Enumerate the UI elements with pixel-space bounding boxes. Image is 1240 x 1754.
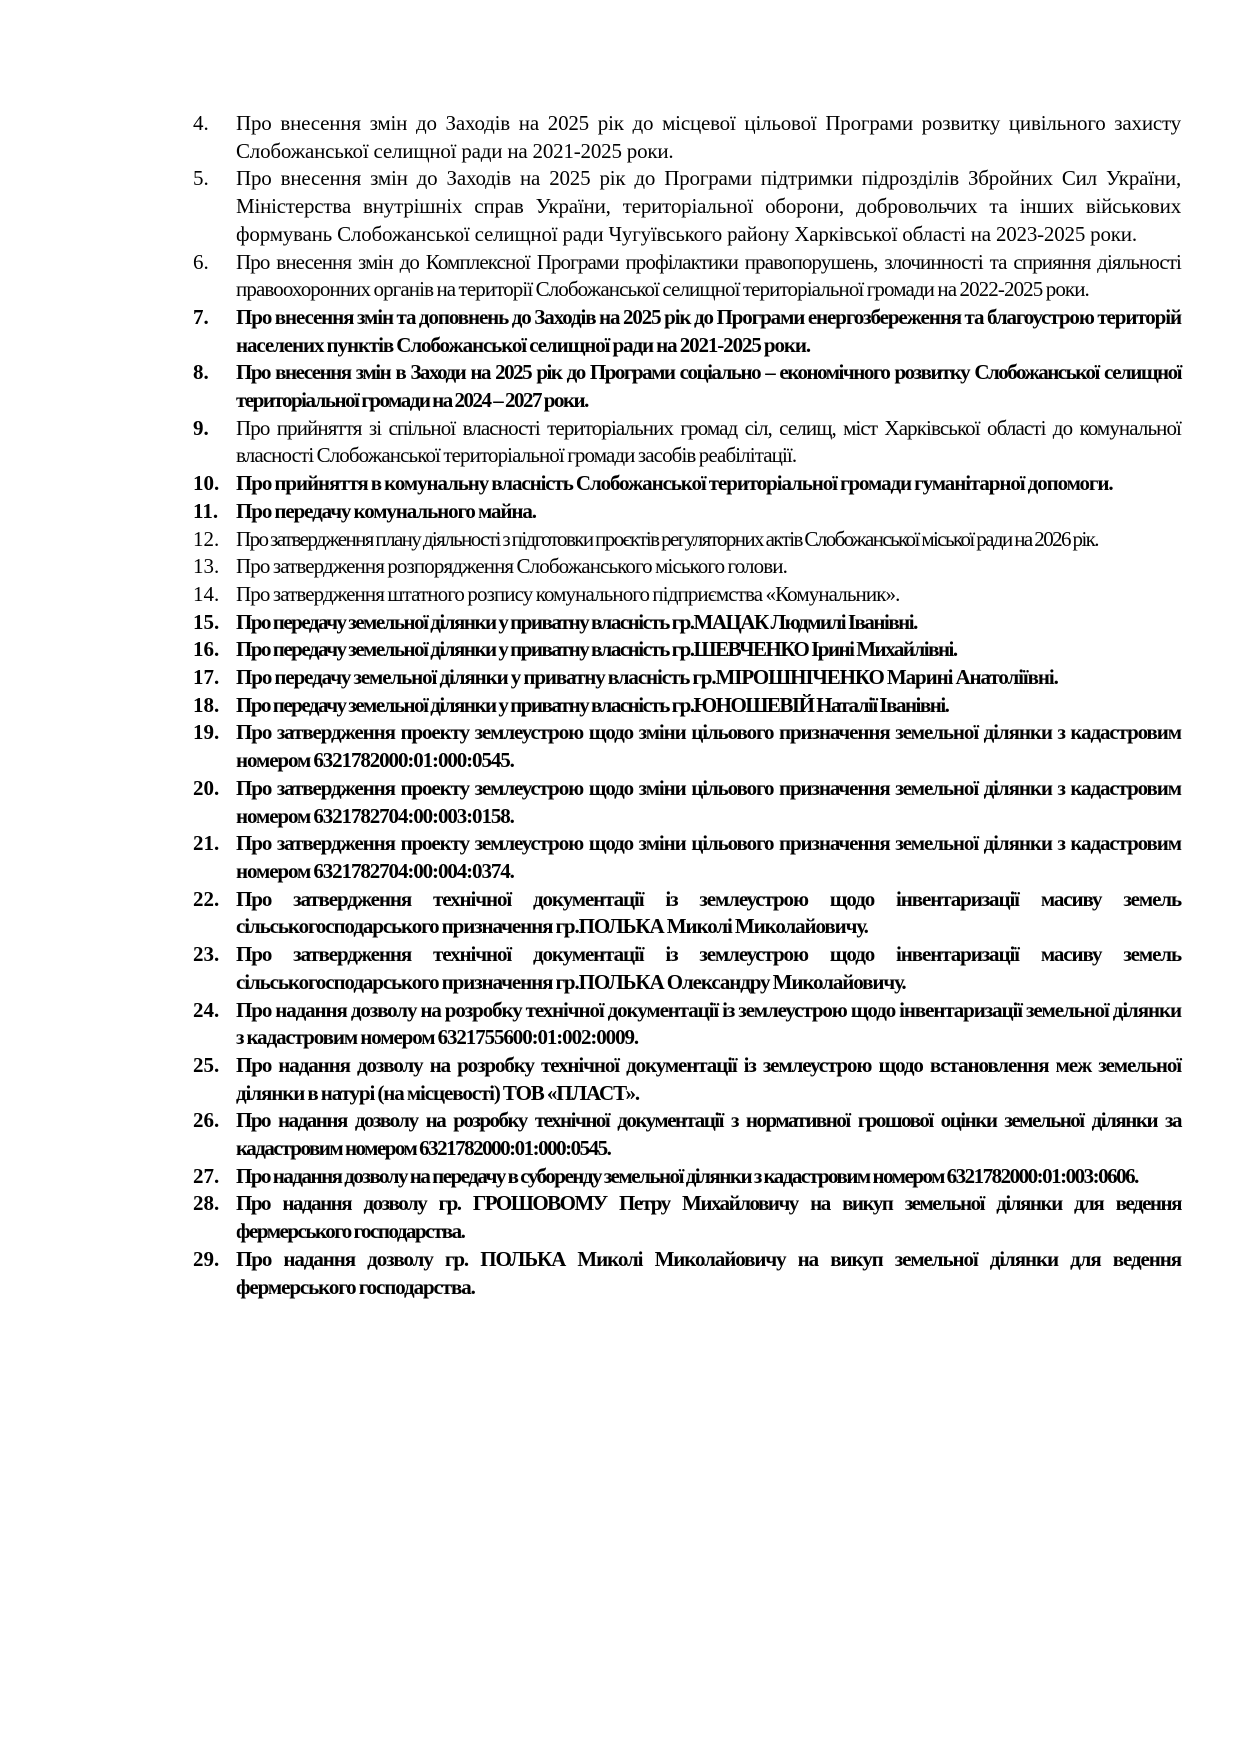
agenda-item-21 [193, 830, 1181, 885]
item-text: Про передачу земельної ділянки у приватну власність гр.МІРОШНІЧЕНКО Марині Анатоліївні. [236, 665, 1058, 690]
item-text: Про передачу земельної ділянки у приватну власність гр.ЮНОШЕВІЙ Наталії Іванівні. [236, 692, 949, 717]
item-number: 9. [193, 415, 209, 440]
agenda-item-11 [193, 498, 1181, 526]
item-text: Про внесення змін до Заходів на 2025 рік до місцевої цільової Програми розвитку цивільного захисту Слобожанської селищної ради на 2021-2025 роки. [236, 111, 1181, 163]
item-text: Про внесення змін до Заходів на 2025 рік до Програми підтримки підрозділів Збройних Сил України, Міністерства внутрішніх справ України, територіальної оборони, добровольчих та інших військових формувань Слобожанської селищної ради Чугуївського району Харківської області на 2023-2025 роки. [236, 166, 1181, 246]
item-text: Про затвердження технічної документації із землеустрою щодо інвентаризації масиву земель сільськогосподарського призначення гр.ПОЛЬКА Миколі Миколайовичу. [236, 886, 1181, 939]
item-number: 15. [193, 609, 220, 634]
item-text: Про затвердження плану діяльності з підготовки проєктів регуляторних актів Слобожанської міської ради на 2026 рік. [236, 526, 1098, 551]
agenda-item-9 [193, 415, 1181, 470]
item-number: 20. [193, 775, 220, 800]
item-number: 6. [193, 249, 209, 274]
agenda-item-12 [193, 526, 1181, 554]
item-number: 22. [193, 886, 220, 911]
item-text: Про передачу комунального майна. [236, 498, 536, 523]
item-number: 14. [193, 581, 220, 606]
agenda-item-10 [193, 470, 1181, 498]
item-text: Про затвердження розпорядження Слобожанського міського голови. [236, 554, 787, 579]
item-number: 18. [193, 692, 220, 717]
agenda-item-13 [193, 553, 1181, 581]
item-text: Про надання дозволу гр. ГРОШОВОМУ Петру Михайловичу на викуп земельної ділянки для ведення фермерського господарства. [236, 1191, 1181, 1244]
item-text: Про затвердження технічної документації із землеустрою щодо інвентаризації масиву земель сільськогосподарського призначення гр.ПОЛЬКА Олександру Миколайовичу. [236, 942, 1181, 994]
agenda-list [193, 110, 1181, 1301]
item-number: 16. [193, 637, 220, 662]
agenda-item-6 [193, 249, 1181, 304]
item-text: Про передачу земельної ділянки у приватну власність гр.ШЕВЧЕНКО Ірині Михайлівні. [236, 637, 957, 662]
agenda-item-5 [193, 165, 1181, 248]
agenda-item-19 [193, 719, 1181, 774]
item-number: 25. [193, 1052, 220, 1077]
agenda-item-23 [193, 941, 1181, 996]
item-number: 7. [193, 304, 209, 329]
item-text: Про надання дозволу на розробку технічної документації з нормативної грошової оцінки земельної ділянки за кадастровим номером 6321782000:01:000:0545. [236, 1108, 1181, 1161]
item-number: 8. [193, 360, 209, 385]
item-text: Про передачу земельної ділянки у приватну власність гр.МАЦАК Людмилі Іванівні. [236, 609, 917, 634]
agenda-item-7 [193, 304, 1181, 359]
item-text: Про затвердження проекту землеустрою щодо зміни цільового призначення земельної ділянки з кадастровим номером 6321782704:00:003:0158. [236, 775, 1181, 828]
agenda-item-8 [193, 359, 1181, 414]
agenda-item-17 [193, 664, 1181, 692]
item-number: 26. [193, 1108, 220, 1133]
agenda-item-27 [193, 1163, 1181, 1191]
item-number: 19. [193, 720, 220, 745]
agenda-item-15 [193, 609, 1181, 637]
item-number: 17. [193, 665, 220, 690]
item-text: Про внесення змін в Заходи на 2025 рік до Програми соціально – економічного розвитку Слобожанської селищної територіальної громади на 2024 – 2027 роки. [236, 360, 1181, 413]
item-text: Про прийняття зі спільної власності територіальних громад сіл, селищ, міст Харківської області до комунальної власності Слобожанської територіальної громади засобів реабілітації. [236, 415, 1181, 468]
agenda-item-14 [193, 581, 1181, 609]
item-text: Про затвердження штатного розпису комунального підприємства «Комунальник». [236, 581, 900, 606]
agenda-item-18 [193, 692, 1181, 720]
item-text: Про надання дозволу на передачу в суборенду земельної ділянки з кадастровим номером 6321782000:01:003:0606. [236, 1163, 1138, 1188]
agenda-item-22 [193, 886, 1181, 941]
item-text: Про надання дозволу на розробку технічної документації із землеустрою щодо інвентаризації земельної ділянки з кадастровим номером 6321755600:01:002:0009. [236, 997, 1181, 1050]
item-text: Про внесення змін до Комплексної Програми профілактики правопорушень, злочинності та сприяння діяльності правоохоронних органів на території Слобожанської селищної територіальної громади на 2022-2025 роки. [236, 249, 1181, 302]
agenda-item-20 [193, 775, 1181, 830]
agenda-item-26 [193, 1107, 1181, 1162]
item-number: 21. [193, 831, 220, 856]
item-number: 27. [193, 1163, 220, 1188]
item-text: Про прийняття в комунальну власність Слобожанської територіальної громади гуманітарної допомоги. [236, 471, 1113, 496]
item-text: Про надання дозволу на розробку технічної документації із землеустрою щодо встановлення меж земельної ділянки в натурі (на місцевості) ТОВ «ПЛАСТ». [236, 1052, 1181, 1105]
item-number: 5. [193, 166, 209, 191]
agenda-item-28 [193, 1190, 1181, 1245]
item-number: 29. [193, 1246, 220, 1271]
item-text: Про затвердження проекту землеустрою щодо зміни цільового призначення земельної ділянки з кадастровим номером 6321782704:00:004:0374. [236, 831, 1181, 883]
item-number: 4. [193, 111, 209, 135]
agenda-item-29 [193, 1246, 1181, 1301]
item-number: 28. [193, 1191, 220, 1216]
item-text: Про внесення змін та доповнень до Заходів на 2025 рік до Програми енергозбереження та благоустрою територій населених пунктів Слобожанської селищної ради на 2021-2025 роки. [236, 304, 1181, 357]
item-number: 11. [193, 498, 219, 523]
agenda-item-16 [193, 636, 1181, 664]
agenda-item-24 [193, 997, 1181, 1052]
item-number: 12. [193, 526, 220, 551]
item-number: 23. [193, 942, 220, 967]
agenda-item-4 [193, 110, 1181, 165]
item-text: Про затвердження проекту землеустрою щодо зміни цільового призначення земельної ділянки з кадастровим номером 6321782000:01:000:0545. [236, 720, 1181, 773]
agenda-item-25 [193, 1052, 1181, 1107]
item-number: 13. [193, 554, 220, 579]
item-number: 24. [193, 997, 220, 1022]
item-text: Про надання дозволу гр. ПОЛЬКА Миколі Миколайовичу на викуп земельної ділянки для ведення фермерського господарства. [236, 1246, 1181, 1299]
item-number: 10. [193, 471, 220, 496]
